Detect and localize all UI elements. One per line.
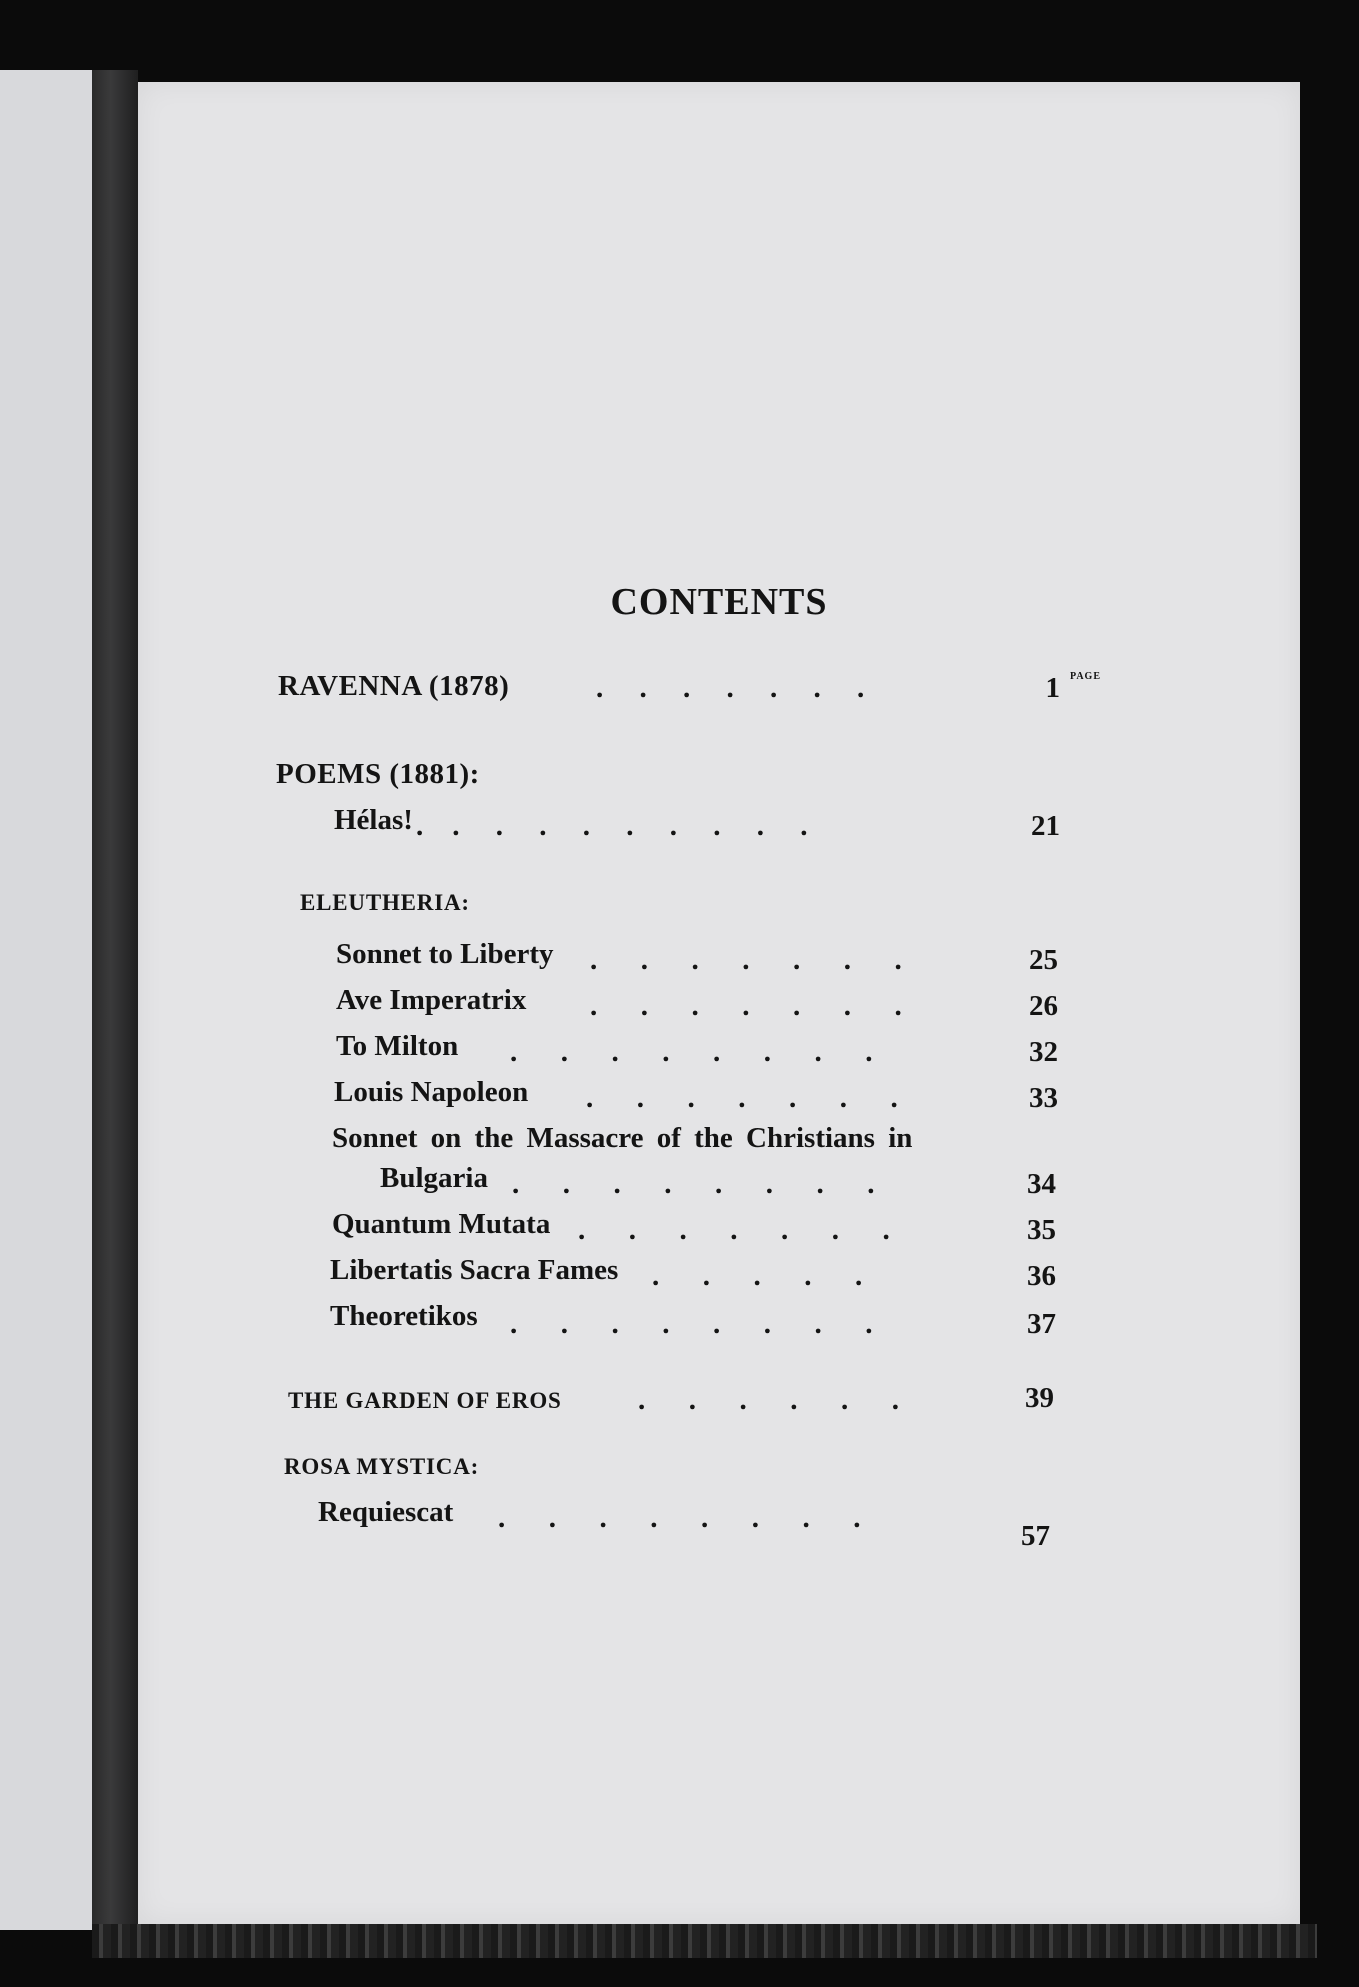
toc-entry-label: Quantum Mutata	[332, 1208, 551, 1240]
toc-entry-sonnet-massacre	[332, 1122, 912, 1155]
toc-entry-label: Sonnet on the Massacre of the Christians in	[332, 1122, 913, 1154]
toc-entry-label: Ave Imperatrix	[336, 984, 527, 1016]
toc-entry-label: THE GARDEN OF EROS	[288, 1388, 562, 1413]
toc-section-poems	[276, 758, 480, 791]
toc-page-number: 32	[1029, 1036, 1058, 1068]
toc-leader-dots: . . . . . . .	[578, 1214, 890, 1246]
toc-entry-label: Louis Napoleon	[334, 1076, 529, 1108]
toc-section-rosa-mystica	[284, 1454, 479, 1480]
toc-page-number: 21	[1031, 810, 1060, 842]
toc-entry-label: Libertatis Sacra Fames	[330, 1254, 619, 1286]
page-title: CONTENTS	[610, 581, 828, 623]
toc-page-number: 36	[1027, 1260, 1056, 1292]
toc-page-number: 26	[1029, 990, 1058, 1022]
toc-page-number: 35	[1027, 1214, 1056, 1246]
toc-entry-ave-imperatrix	[336, 984, 526, 1017]
toc-entry-quantum-mutata	[332, 1208, 550, 1241]
toc-entry-label: To Milton	[336, 1030, 459, 1062]
book-spine	[92, 70, 138, 1940]
toc-page-number: 39	[1025, 1382, 1054, 1414]
toc-entry-label: Sonnet to Liberty	[336, 938, 554, 970]
toc-leader-dots: . . . . . . . .	[510, 1308, 873, 1340]
toc-section-eleutheria	[300, 890, 470, 916]
toc-entry-label: RAVENNA (1878)	[278, 670, 510, 702]
toc-leader-dots: . . . . . .	[638, 1384, 899, 1416]
toc-entry-label: Hélas!	[334, 804, 413, 836]
toc-section-label: POEMS (1881):	[276, 758, 480, 790]
toc-page-number: 1	[1045, 672, 1060, 704]
toc-leader-dots: . . . . .	[652, 1260, 863, 1292]
toc-page-number: 25	[1029, 944, 1058, 976]
toc-leader-dots: . . . . . . . .	[512, 1168, 875, 1200]
contents-page	[138, 82, 1300, 1924]
toc-entry-garden-of-eros	[288, 1388, 562, 1414]
toc-leader-dots: . . . . . . . .	[498, 1502, 861, 1534]
toc-page-number: 57	[1021, 1520, 1050, 1552]
toc-entry-label: Theoretikos	[330, 1300, 478, 1332]
toc-leader-dots: . . . . . . .	[586, 1082, 898, 1114]
toc-page-number: 34	[1027, 1168, 1056, 1200]
toc-entry-helas	[334, 804, 413, 837]
toc-entry-to-milton	[336, 1030, 458, 1063]
toc-entry-label-continued: Bulgaria	[380, 1162, 488, 1194]
toc-leader-dots: . . . . . . .	[590, 944, 902, 976]
page-column-label: PAGE	[1069, 671, 1101, 682]
toc-leader-dots: . . . . . . .	[590, 990, 902, 1022]
toc-page-number: 37	[1027, 1308, 1056, 1340]
toc-leader-dots: . . . . . . .	[596, 672, 865, 704]
toc-entry-louis-napoleon	[334, 1076, 528, 1109]
toc-section-label: ELEUTHERIA:	[300, 890, 470, 915]
toc-entry-requiescat	[318, 1496, 453, 1529]
toc-entry-ravenna	[278, 670, 509, 703]
toc-leader-dots: . . . . . . . . . .	[416, 810, 808, 842]
toc-entry-libertatis-sacra-fames	[330, 1254, 618, 1287]
toc-page-number: 33	[1029, 1082, 1058, 1114]
toc-entry-theoretikos	[330, 1300, 478, 1333]
page-bottom-edge	[92, 1924, 1317, 1958]
toc-entry-label: Requiescat	[318, 1496, 454, 1528]
toc-section-label: ROSA MYSTICA:	[284, 1454, 480, 1479]
toc-leader-dots: . . . . . . . .	[510, 1036, 873, 1068]
toc-entry-sonnet-to-liberty	[336, 938, 554, 971]
